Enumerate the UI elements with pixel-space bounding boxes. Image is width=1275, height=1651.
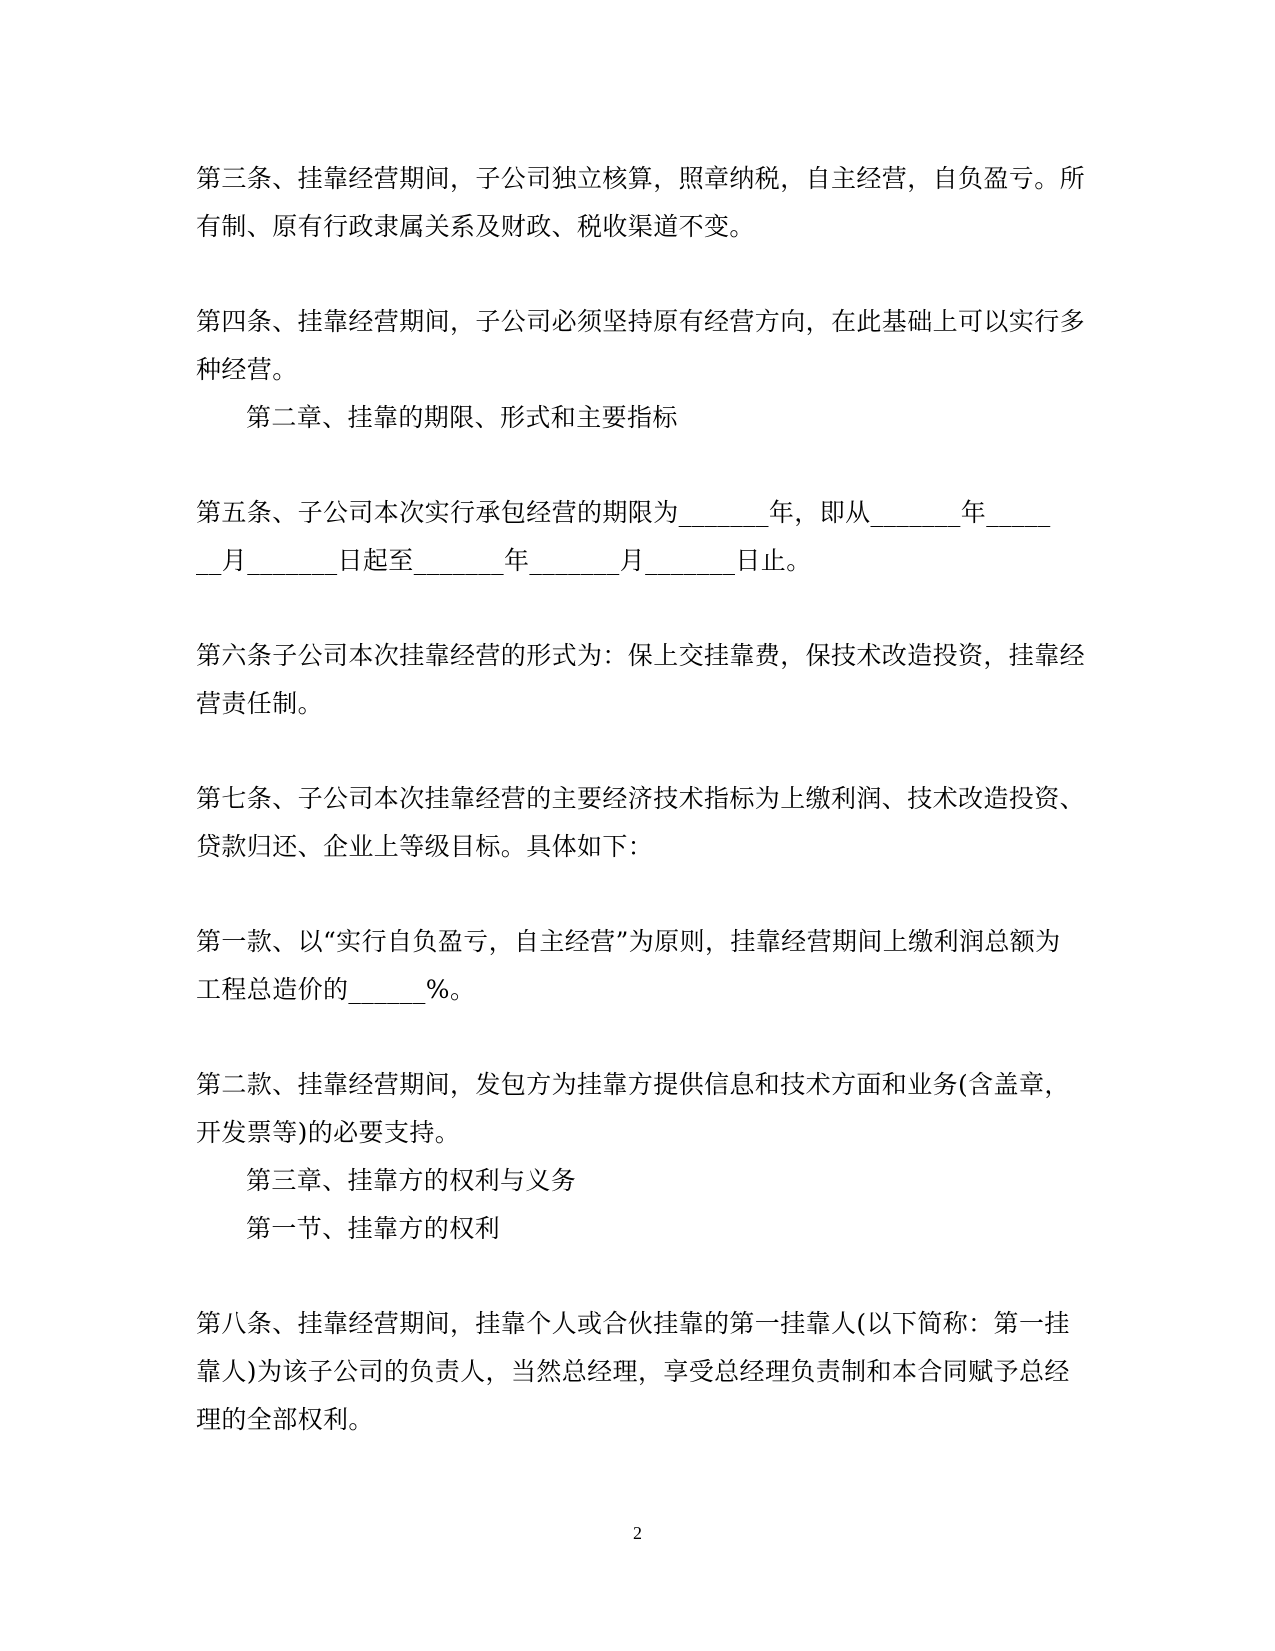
section-heading-1: 第一节、挂靠方的权利 [246,1214,501,1243]
text-line-2: 有制、原有行政隶属关系及财政、税收渠道不变。 [196,212,755,241]
text-line-11: 第一款、以“实行自负盈亏，自主经营”为原则，挂靠经营期间上缴利润总额为 [196,927,1061,956]
text-line-16: 靠人)为该子公司的负责人，当然总经理，享受总经理负责制和本合同赋予总经 [196,1357,1070,1386]
text-line-5: 第五条、子公司本次实行承包经营的期限为_______年，即从_______年_____ [196,498,1051,527]
text-line-6: __月_______日起至_______年_______月_______日止。 [196,546,812,575]
text-line-1: 第三条、挂靠经营期间，子公司独立核算，照章纳税，自主经营，自负盈亏。所 [196,164,1086,193]
text-line-12: 工程总造价的______%。 [196,975,476,1004]
text-line-17: 理的全部权利。 [196,1405,374,1434]
text-line-8: 营责任制。 [196,689,324,718]
chapter-heading-3: 第三章、挂靠方的权利与义务 [246,1166,577,1195]
text-line-4: 种经营。 [196,355,298,384]
chapter-heading-2: 第二章、挂靠的期限、形式和主要指标 [246,403,678,432]
page-number: 2 [633,1523,642,1543]
text-line-13: 第二款、挂靠经营期间，发包方为挂靠方提供信息和技术方面和业务(含盖章， [196,1070,1070,1099]
text-line-9: 第七条、子公司本次挂靠经营的主要经济技术指标为上缴利润、技术改造投资、 [196,784,1086,813]
text-line-14: 开发票等)的必要支持。 [196,1118,461,1147]
text-line-7: 第六条子公司本次挂靠经营的形式为：保上交挂靠费，保技术改造投资，挂靠经 [196,641,1086,670]
text-line-15: 第八条、挂靠经营期间，挂靠个人或合伙挂靠的第一挂靠人(以下简称：第一挂 [196,1309,1070,1338]
text-line-3: 第四条、挂靠经营期间，子公司必须坚持原有经营方向，在此基础上可以实行多 [196,307,1086,336]
text-line-10: 贷款归还、企业上等级目标。具体如下： [196,832,654,861]
